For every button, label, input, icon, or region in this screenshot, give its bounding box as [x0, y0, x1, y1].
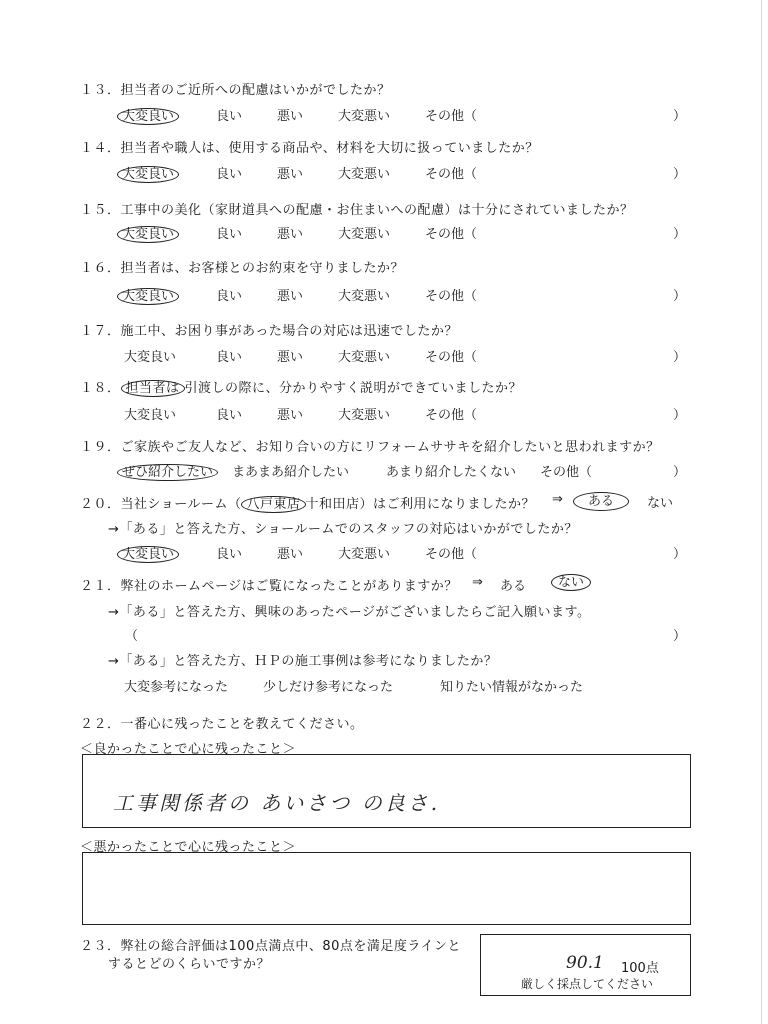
q16-option-other[interactable]: その他（ [425, 289, 478, 304]
q19-close-paren: ） [673, 465, 687, 480]
q13-option-bad[interactable]: 悪い [277, 109, 304, 124]
q21-followup-2: →「ある」と答えた方、ＨＰの施工事例は参考になりましたか？ [108, 654, 498, 669]
score-value: 90.1 [566, 953, 604, 973]
q18-option-good[interactable]: 良い [216, 408, 243, 423]
question-21: ２１．弊社のホームページはご覧になったことがありますか？ [80, 579, 458, 594]
bad-comment-box[interactable] [82, 852, 691, 925]
q17-option-other[interactable]: その他（ [425, 350, 478, 365]
q17-option-bad[interactable]: 悪い [277, 350, 304, 365]
q13-option-good[interactable]: 良い [216, 109, 243, 124]
question-15: １５．工事中の美化（家財道具への配慮・お住まいへの配慮）は十分にされていましたか？ [80, 203, 634, 218]
q16-close-paren: ） [673, 289, 687, 304]
q18-close-paren: ） [673, 408, 687, 423]
score-max: 100点 [621, 961, 659, 976]
q20-arrow-icon: ⇒ [552, 492, 563, 507]
q14-option-worst[interactable]: 大変悪い [338, 167, 391, 182]
q15-option-good[interactable]: 良い [216, 227, 243, 242]
q21-close-paren: ） [673, 629, 687, 644]
q15-option-other[interactable]: その他（ [425, 227, 478, 242]
q20-option-other[interactable]: その他（ [425, 547, 478, 562]
q19-option-3[interactable]: あまり紹介したくない [386, 465, 517, 480]
q18-option-best[interactable]: 大変良い [124, 408, 177, 423]
score-box[interactable] [480, 934, 691, 996]
q20-text-a: ２０．当社ショールーム（ [80, 497, 242, 512]
q16-option-good[interactable]: 良い [216, 289, 243, 304]
q18-number: １８． [80, 381, 121, 396]
q17-option-good[interactable]: 良い [216, 350, 243, 365]
q19-option-other[interactable]: その他（ [540, 465, 593, 480]
bad-comment-label: ＜悪かったことで心に残ったこと＞ [80, 840, 297, 855]
q15-close-paren: ） [673, 227, 687, 242]
q13-option-worst[interactable]: 大変悪い [338, 109, 391, 124]
answer-circle: ある [573, 492, 629, 511]
q21-open-paren: （ [125, 629, 139, 644]
q19-option-1[interactable] [122, 461, 218, 480]
q13-close-paren: ） [673, 109, 687, 124]
q20-option-yes[interactable] [578, 490, 629, 509]
q20-option-no[interactable]: ない [647, 496, 674, 511]
answer-circle: ない [551, 574, 591, 591]
q18-circled-phrase: 担当者は [121, 380, 185, 397]
answer-circle: 大変良い [117, 166, 179, 183]
q15-option-best[interactable] [122, 223, 179, 242]
question-18 [80, 377, 522, 396]
q20-close-paren: ） [673, 547, 687, 562]
question-13: １３．担当者のご近所への配慮はいかがでしたか？ [80, 83, 391, 98]
score-note: 厳しく採点してください [521, 977, 654, 991]
question-16: １６．担当者は、お客様とのお約束を守りましたか？ [80, 261, 405, 276]
q19-option-2[interactable]: まあまあ紹介したい [232, 465, 350, 480]
q16-option-best[interactable] [122, 285, 179, 304]
question-22: ２２．一番心に残ったことを教えてください。 [80, 717, 364, 732]
q18-rest: 引渡しの際に、分かりやすく説明ができていましたか？ [184, 381, 523, 396]
q20-store-circled: 八戸東店 [241, 496, 305, 513]
good-comment-label: ＜良かったことで心に残ったこと＞ [80, 742, 297, 757]
answer-circle: 大変良い [117, 288, 179, 305]
q15-option-bad[interactable]: 悪い [277, 227, 304, 242]
question-17: １７．施工中、お困り事があった場合の対応は迅速でしたか？ [80, 324, 458, 339]
q21-option2-2[interactable]: 少しだけ参考になった [263, 680, 394, 695]
q20-followup: →「ある」と答えた方、ショールームでのスタッフの対応はいかがでしたか？ [108, 522, 578, 537]
q20-option-bad[interactable]: 悪い [277, 547, 304, 562]
q21-option-no[interactable] [556, 571, 591, 590]
q21-followup-1: →「ある」と答えた方、興味のあったページがございましたらご記入願います。 [108, 605, 591, 620]
q16-option-bad[interactable]: 悪い [277, 289, 304, 304]
question-14: １４．担当者や職人は、使用する商品や、材料を大切に扱っていましたか？ [80, 141, 539, 156]
q20-option-best[interactable] [122, 543, 179, 562]
q17-close-paren: ） [673, 350, 687, 365]
q14-option-bad[interactable]: 悪い [277, 167, 304, 182]
q18-option-bad[interactable]: 悪い [277, 408, 304, 423]
q20-option-good[interactable]: 良い [216, 547, 243, 562]
good-comment-box[interactable] [82, 754, 691, 828]
q21-option2-3[interactable]: 知りたい情報がなかった [440, 680, 584, 695]
q14-option-good[interactable]: 良い [216, 167, 243, 182]
q14-option-other[interactable]: その他（ [425, 167, 478, 182]
question-23-line2: するとどのくらいですか？ [108, 957, 271, 972]
q16-option-worst[interactable]: 大変悪い [338, 289, 391, 304]
q17-option-worst[interactable]: 大変悪い [338, 350, 391, 365]
answer-circle: 大変良い [117, 546, 179, 563]
q18-option-other[interactable]: その他（ [425, 408, 478, 423]
answer-circle: ぜひ紹介したい [117, 464, 218, 481]
q18-option-worst[interactable]: 大変悪い [338, 408, 391, 423]
q20-option-worst[interactable]: 大変悪い [338, 547, 391, 562]
q21-option2-1[interactable]: 大変参考になった [124, 680, 229, 695]
q13-option-best[interactable] [122, 105, 179, 124]
page-edge-line [761, 0, 762, 1024]
question-23-line1: ２３．弊社の総合評価は100点満点中、80点を満足度ラインと [80, 939, 461, 954]
answer-circle: 大変良い [117, 108, 179, 125]
answer-circle: 大変良い [117, 226, 179, 243]
q21-option-yes[interactable]: ある [500, 579, 527, 594]
question-19: １９．ご家族やご友人など、お知り合いの方にリフォームササキを紹介したいと思われますか？ [80, 440, 660, 455]
q17-option-best[interactable]: 大変良い [124, 350, 177, 365]
q20-text-b: 十和田店）はご利用になりましたか？ [305, 497, 536, 512]
good-comment-answer: 工事関係者の あいさつ の良さ. [113, 791, 441, 815]
q14-option-best[interactable] [122, 163, 179, 182]
q21-arrow-icon: ⇒ [472, 575, 483, 590]
q13-option-other[interactable]: その他（ [425, 109, 478, 124]
q14-close-paren: ） [673, 167, 687, 182]
question-20 [80, 493, 535, 512]
q15-option-worst[interactable]: 大変悪い [338, 227, 391, 242]
